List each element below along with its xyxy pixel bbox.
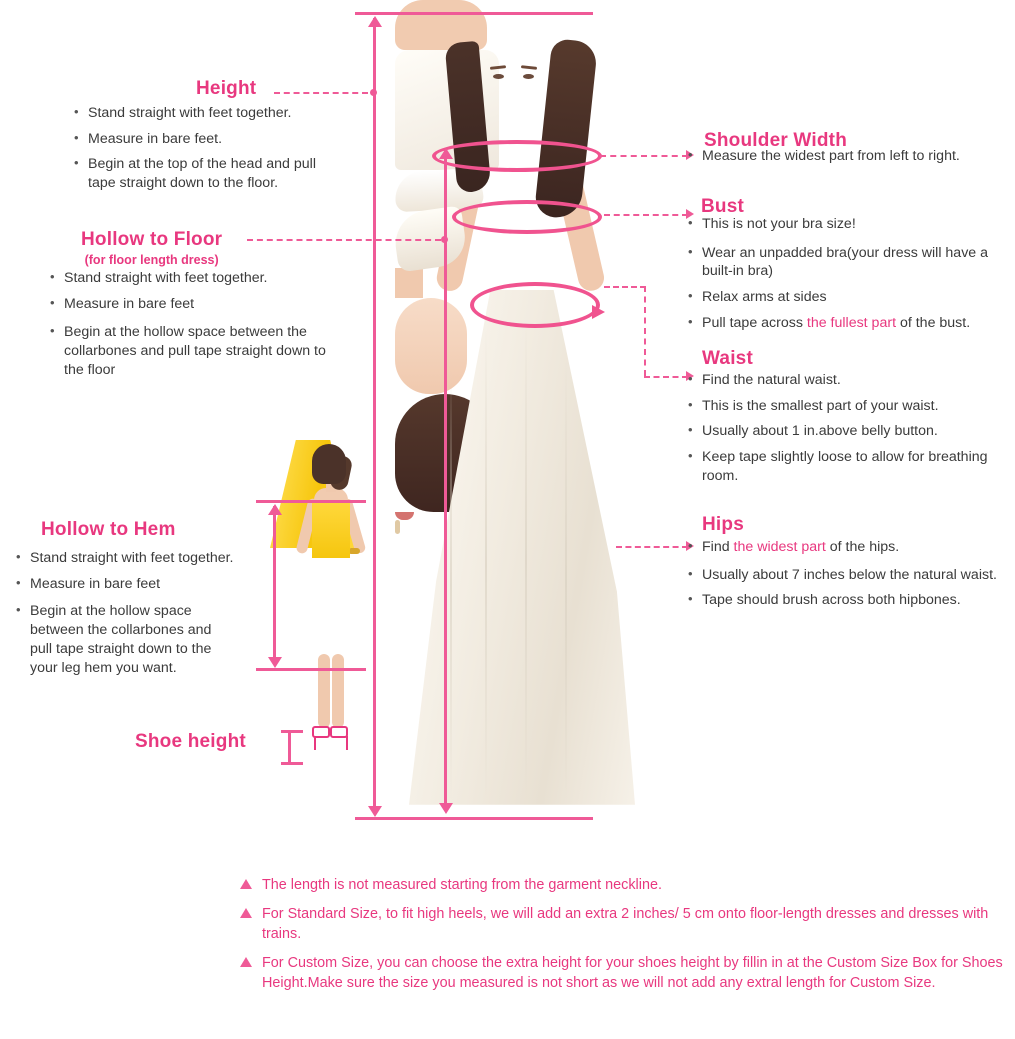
waist-bullet: • Find the natural waist. — [688, 371, 998, 390]
shoulder-width-bullets — [688, 147, 1008, 173]
warning-triangle-icon — [240, 957, 252, 967]
hips-bullet-post: of the hips. — [825, 539, 900, 555]
waist-bullet: • This is the smallest part of your waist. — [688, 397, 998, 416]
shoe-height-ruler-line — [288, 731, 291, 763]
warning-triangle-icon — [240, 908, 252, 918]
hips-bullet: • Tape should brush across both hipbones. — [688, 591, 998, 610]
height-ruler-bottom-arrow — [368, 806, 382, 817]
hollow-to-floor-bullet: • Stand straight with feet together. — [50, 269, 330, 288]
model-eyebrow — [521, 65, 537, 70]
hips-bullet: • Usually about 7 inches below the natural waist. — [688, 566, 998, 585]
hollow-to-hem-section — [41, 519, 176, 541]
height-section — [196, 78, 256, 100]
footer-note — [240, 954, 1010, 994]
footer-notes — [240, 876, 1010, 1002]
hips-bullet-pre: Find — [702, 539, 734, 555]
waist-bullet: • Keep tape slightly loose to allow for breathing room. — [688, 448, 998, 485]
skirt-fold — [450, 370, 452, 800]
shoe-height-top-bar — [281, 730, 303, 733]
height-bottom-bar — [355, 817, 593, 820]
waist-section — [702, 348, 753, 370]
shoe-height-label: Shoe height — [135, 731, 246, 752]
hollow-to-floor-bottom-arrow — [439, 803, 453, 814]
footer-note-text: For Custom Size, you can choose the extra height for your shoes height by fillin in at the Custom Size Box for Shoes Height.Make sure the size you measured is not short as we will not add any extral length for Custom Size. — [262, 954, 1003, 991]
height-top-bar — [355, 12, 593, 15]
shoe-height-section — [135, 731, 246, 753]
shoulder-width-bullet: • Measure the widest part from left to right. — [688, 147, 1008, 166]
small-model-bodice — [312, 502, 350, 558]
hollow-to-floor-label: Hollow to Floor — [81, 229, 223, 250]
hollow-to-floor-ruler-line — [444, 150, 447, 810]
hollow-to-hem-ruler-line — [273, 506, 276, 664]
shoulder-tape — [432, 140, 602, 172]
waist-connector-top — [604, 286, 646, 288]
waist-bullet: • Usually about 1 in.above belly button. — [688, 422, 998, 441]
model-face — [395, 298, 467, 394]
hollow-to-hem-top-arrow — [268, 504, 282, 515]
bust-bullet-emphasis: the fullest part — [806, 314, 897, 331]
skirt-fold — [565, 360, 567, 800]
hollow-to-floor-connector — [247, 239, 441, 241]
small-model-illustration — [270, 440, 390, 775]
hollow-to-floor-top-arrow — [439, 148, 453, 159]
height-ruler-top-arrow — [368, 16, 382, 27]
height-ruler-line — [373, 18, 376, 812]
hollow-to-hem-bullets — [16, 549, 234, 684]
hollow-to-hem-bullet: • Begin at the hollow space between the collarbones and pull tape straight down to the your leg hem you want. — [16, 602, 234, 677]
hips-bullet-emphasis: the widest part — [733, 539, 826, 555]
footer-note-text: For Standard Size, to fit high heels, we will add an extra 2 inches/ 5 cm onto floor-length dresses and dresses with trains. — [262, 905, 989, 942]
small-model-leg — [332, 654, 344, 728]
waist-connector-vertical — [644, 286, 646, 376]
small-model-shoe-heel — [346, 736, 348, 750]
bust-bullets — [688, 215, 1013, 340]
hips-section — [702, 514, 744, 536]
warning-triangle-icon — [240, 879, 252, 889]
hollow-to-floor-bullet: • Measure in bare feet — [50, 295, 330, 314]
bust-bullet: • This is not your bra size! — [688, 215, 1013, 234]
waist-tape-arrow — [592, 305, 605, 319]
small-model-hair — [312, 444, 346, 484]
hips-connector — [616, 546, 688, 548]
hollow-to-hem-label: Hollow to Hem — [41, 519, 176, 540]
height-bullet: • Begin at the top of the head and pull tape straight down to the floor. — [74, 155, 340, 192]
hips-bullets — [688, 538, 998, 617]
hollow-to-floor-connector-dot — [441, 236, 448, 243]
model-earring — [395, 520, 400, 534]
height-bullet: • Measure in bare feet. — [74, 130, 340, 149]
bust-bullet: • Relax arms at sides — [688, 288, 1013, 307]
main-model-illustration — [395, 0, 695, 830]
hollow-to-hem-bottom-arrow — [268, 657, 282, 668]
waist-bullets — [688, 371, 998, 493]
waist-tape — [470, 282, 600, 328]
hollow-to-floor-section — [81, 229, 222, 267]
hollow-to-hem-bullet: • Stand straight with feet together. — [16, 549, 234, 568]
shoulder-connector — [600, 155, 688, 157]
shoe-height-bottom-bar — [281, 762, 303, 765]
bust-bullet-fullest-part — [688, 314, 1013, 333]
bust-label: Bust — [701, 196, 745, 217]
small-model-leg — [318, 654, 330, 728]
hollow-to-floor-bullet: • Begin at the hollow space between the collarbones and pull tape straight down to the floor — [50, 323, 330, 379]
height-bullet: • Stand straight with feet together. — [74, 104, 340, 123]
hips-label: Hips — [702, 514, 744, 535]
model-mouth — [395, 512, 414, 520]
bust-bullet-post: of the bust. — [896, 314, 971, 331]
hollow-to-hem-bullet: • Measure in bare feet — [16, 575, 234, 594]
height-connector-dot — [370, 89, 377, 96]
bust-bullet-pre: Pull tape across — [702, 314, 807, 331]
bust-bullet: • Wear an unpadded bra(your dress will have a built-in bra) — [688, 244, 1013, 281]
bust-connector — [604, 214, 688, 216]
waist-connector — [644, 376, 688, 378]
skirt-fold — [485, 330, 487, 800]
model-eye — [493, 74, 504, 79]
shoulder-width-label: Shoulder Width — [704, 130, 847, 151]
model-neck — [395, 268, 423, 298]
small-model-shoe-heel — [314, 736, 316, 750]
model-hair-right — [534, 38, 598, 220]
hollow-to-floor-sublabel: (for floor length dress) — [84, 253, 219, 267]
height-label: Height — [196, 78, 257, 99]
hollow-to-floor-bullets — [50, 269, 330, 387]
footer-note — [240, 905, 1010, 945]
hollow-to-hem-top-bar — [256, 500, 366, 503]
footer-note-text: The length is not measured starting from the garment neckline. — [262, 877, 662, 893]
height-bullets — [74, 104, 340, 200]
bust-tape — [452, 200, 602, 234]
hips-bullet-widest-part — [688, 538, 998, 557]
footer-note — [240, 876, 1010, 896]
height-connector — [274, 92, 368, 94]
model-eye — [523, 74, 534, 79]
waist-label: Waist — [702, 348, 753, 369]
hollow-to-hem-bottom-bar — [256, 668, 366, 671]
skirt-fold — [525, 320, 527, 800]
